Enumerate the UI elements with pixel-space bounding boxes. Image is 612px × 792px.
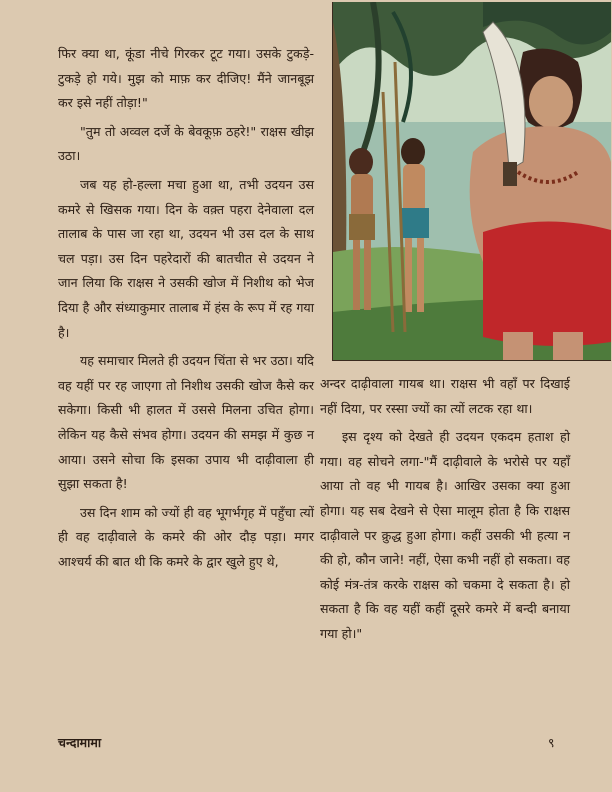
- paragraph: अन्दर दाढ़ीवाला गायब था। राक्षस भी वहाँ पर दिखाई नहीं दिया, पर रस्सा ज्यों का त्यों लटक रहा था।: [320, 376, 570, 416]
- right-text-column: [320, 372, 570, 651]
- magazine-title: चन्दामामा: [58, 735, 102, 750]
- page-number: ९: [548, 735, 555, 750]
- paragraph: उस दिन शाम को ज्यों ही वह भूगर्भगृह में पहुँचा त्यों ही वह दाढ़ीवाले के कमरे की ओर दौड़ पड़ा। मगर आश्चर्य की बात थी कि कमरे के द्वार खुले हुए थे,: [58, 504, 314, 569]
- paragraph: जब यह हो-हल्ला मचा हुआ था, तभी उदयन उस कमरे से खिसक गया। दिन के वक़्त पहरा देनेवाला दल तालाब के पास जा रहा था, उदयन भी उस दल के साथ चल पड़ा। उस दिन पहरेदारों की बातचीत से उदयन ने जान लिया कि राक्षस ने उसकी खोज में निशीथ को भेज दिया है और संध्याकुमार तालाब में हंस के रूप में रह गया है।: [58, 176, 314, 340]
- paragraph: इस दृश्य को देखते ही उदयन एकदम हताश हो गया। वह सोचने लगा-"मैं दाढ़ीवाले के भरोसे पर यहाँ आया तो वह भी गायब है। आखिर उसका क्या हुआ होगा। यह सब देखने से ऐसा मालूम होता है कि राक्षस दाढ़ीवाले पर क्रुद्ध हुआ होगा। कहीं उसकी भी हत्या न की हो, कौन जाने! नहीं, ऐसा कभी नहीं हो सकता। वह कोई मंत्र-तंत्र करके राक्षस को चकमा दे सकता है। हो सकता है कि वह यहीं कहीं दूसरे कमरे में बन्दी बनाया गया हो।": [320, 429, 570, 641]
- paragraph: "तुम तो अव्वल दर्जे के बेवकूफ़ ठहरे!" राक्षस खीझ उठा।: [58, 123, 314, 164]
- paragraph: फिर क्या था, कूंडा नीचे गिरकर टूट गया। उसके टुकड़े-टुकड़े हो गये। मुझ को माफ़ कर दीजिए! मैंने जानबूझ कर इसे नहीं तोड़ा!": [58, 46, 314, 111]
- paragraph: यह समाचार मिलते ही उदयन चिंता से भर उठा। यदि वह यहीं पर रह जाएगा तो निशीथ उसकी खोज कैसे कर सकेगा। किसी भी हालत में उससे मिलना उचित होगा। लेकिन यह कैसे संभव होगा। उदयन की समझ में कुछ न आया। उसने सोचा कि इसका उपाय भी दाढ़ीवाला ही सुझा सकता है!: [58, 353, 314, 492]
- story-illustration: [332, 2, 611, 361]
- left-text-column: [58, 42, 314, 578]
